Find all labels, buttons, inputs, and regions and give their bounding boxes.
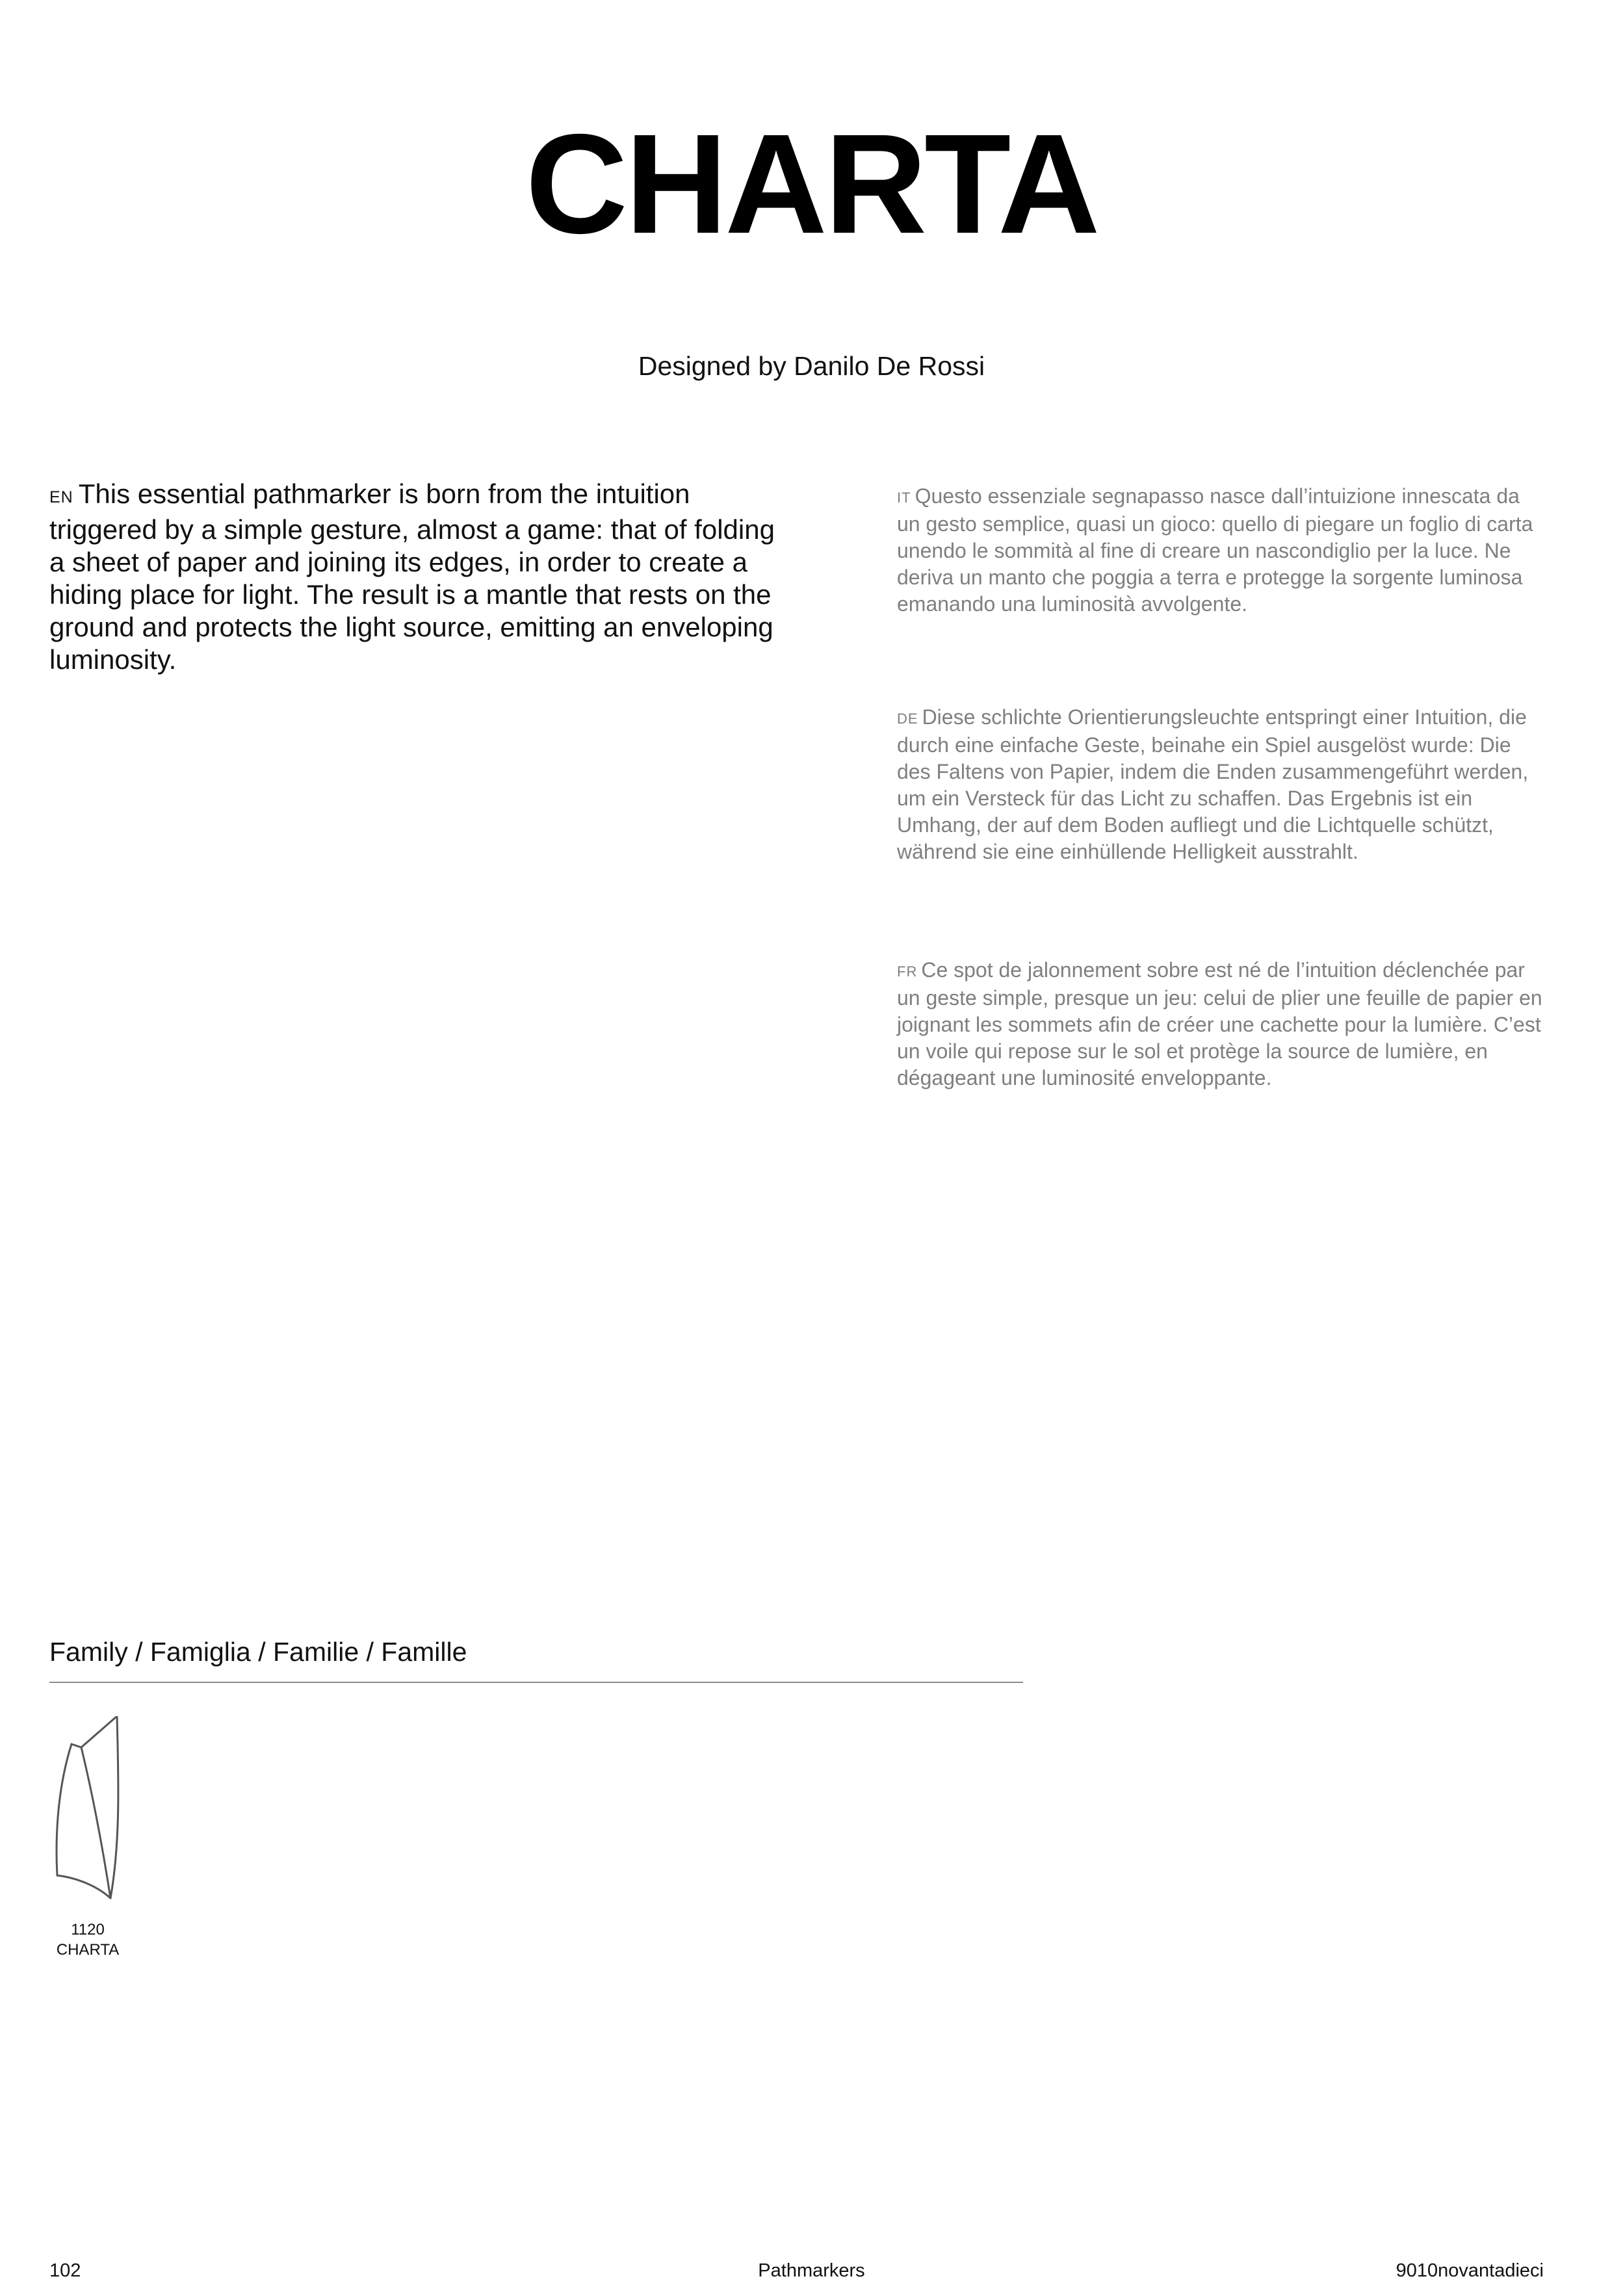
lang-label-de: DE [897, 711, 918, 727]
family-heading: Family / Famiglia / Familie / Famille [49, 1637, 467, 1667]
lang-label-en: EN [49, 488, 73, 506]
family-divider [49, 1682, 1023, 1683]
lang-label-fr: FR [897, 963, 918, 980]
description-it [897, 483, 1547, 618]
description-de-text: Diese schlichte Orientierungsleuchte entspringt einer Intuition, die durch eine einfache Geste, beinahe ein Spiel ausgelöst wurde: Die des Faltens von Papier, indem die Enden zusammengeführt werden, um ein Versteck für das Licht zu schaffen. Das Ergebnis ist ein Umhang, der auf dem Boden aufliegt und die Lichtquelle schützt, während sie eine einhüllende Helligkeit ausstrahlt. [897, 705, 1529, 863]
page-title: CHARTA [525, 105, 1098, 263]
page-number: 102 [49, 2260, 81, 2281]
description-en [49, 478, 784, 676]
product-code: 1120 [71, 1921, 105, 1938]
designer-credit: Designed by Danilo De Rossi [638, 351, 985, 381]
description-fr [897, 957, 1547, 1091]
brand-name: 9010novantadieci [1396, 2260, 1544, 2281]
description-it-text: Questo essenziale segnapasso nasce dall’intuizione innescata da un gesto semplice, quasi un gioco: quello di piegare un foglio di carta unendo le sommità al fine di creare un nascondiglio per la luce. Ne deriva un manto che poggia a terra e protegge la sorgente luminosa emanando una luminosità avvolgente. [897, 484, 1533, 616]
lang-label-it: IT [897, 489, 911, 506]
description-en-text: This essential pathmarker is born from the intuition triggered by a simple gesture, almost a game: that of folding a sheet of paper and joining its edges, in order to create a hiding place for light. The result is a mantle that rests on the ground and protects the light source, emitting an enveloping luminosity. [49, 478, 775, 675]
description-fr-text: Ce spot de jalonnement sobre est né de l’intuition déclenchée par un geste simple, presque un jeu: celui de plier une feuille de papier en joignant les sommets afin de créer une cachette pour la lumière. C’est un voile qui repose sur le sol et protège la source de lumière, en dégageant une luminosité enveloppante. [897, 958, 1542, 1089]
description-de [897, 704, 1547, 865]
charta-lamp-outline-icon [45, 1716, 143, 1911]
section-name: Pathmarkers [758, 2260, 865, 2281]
product-name: CHARTA [56, 1941, 120, 1959]
